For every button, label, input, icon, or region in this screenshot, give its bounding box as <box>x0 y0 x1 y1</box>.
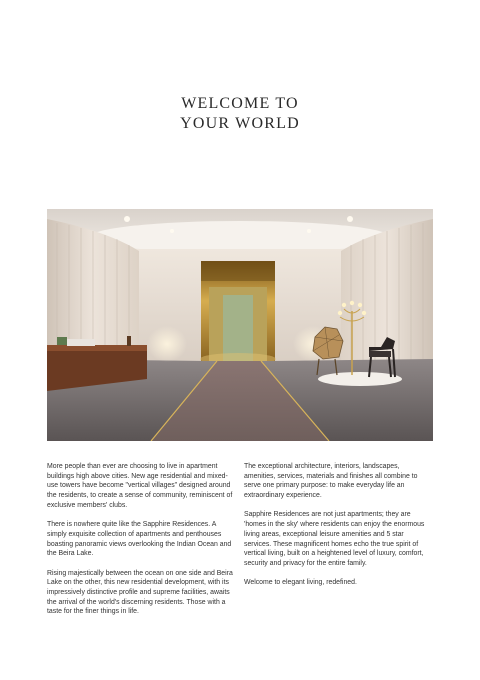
paragraph: There is nowhere quite like the Sapphire Residences. A simply exquisite collection of apartments and penthouses boasting panoramic views overlooking the Indian Ocean and the Beira Lake. <box>47 521 232 558</box>
title-line-1: WELCOME TO <box>181 95 299 112</box>
paragraph: The exceptional architecture, interiors, landscapes, amenities, services, materials and finishes all combine to serve one primary purpose: to make everyday life an extraordinary experience. <box>244 463 418 500</box>
lobby-photo <box>47 209 433 441</box>
page-title <box>0 94 480 134</box>
title-line-2: YOUR WORLD <box>180 115 300 132</box>
paragraph: Welcome to elegant living, redefined. <box>244 579 357 587</box>
body-column-left <box>47 462 235 627</box>
paragraph: Sapphire Residences are not just apartments; they are 'homes in the sky' where residents can enjoy the enormous living areas, exceptional leisure amenities and 5 star services. These magnificent homes echo the true spirit of vertical living, built on a heightened level of luxury, comfort, security and privacy for the entire family. <box>244 511 425 567</box>
paragraph: More people than ever are choosing to live in apartment buildings high above cities. New age residential and mixed-use towers have become "vertical villages" designed around the residents, to create a sense of community, reminiscent of exclusive members' clubs. <box>47 463 233 509</box>
paragraph: Rising majestically between the ocean on one side and Beira Lake on the other, this new residential development, with its impressively distinctive profile and supreme facilities, awaits the arrival of the world's discerning residents. Those with a taste for the finer things in life. <box>47 569 233 616</box>
body-column-right <box>244 462 432 598</box>
